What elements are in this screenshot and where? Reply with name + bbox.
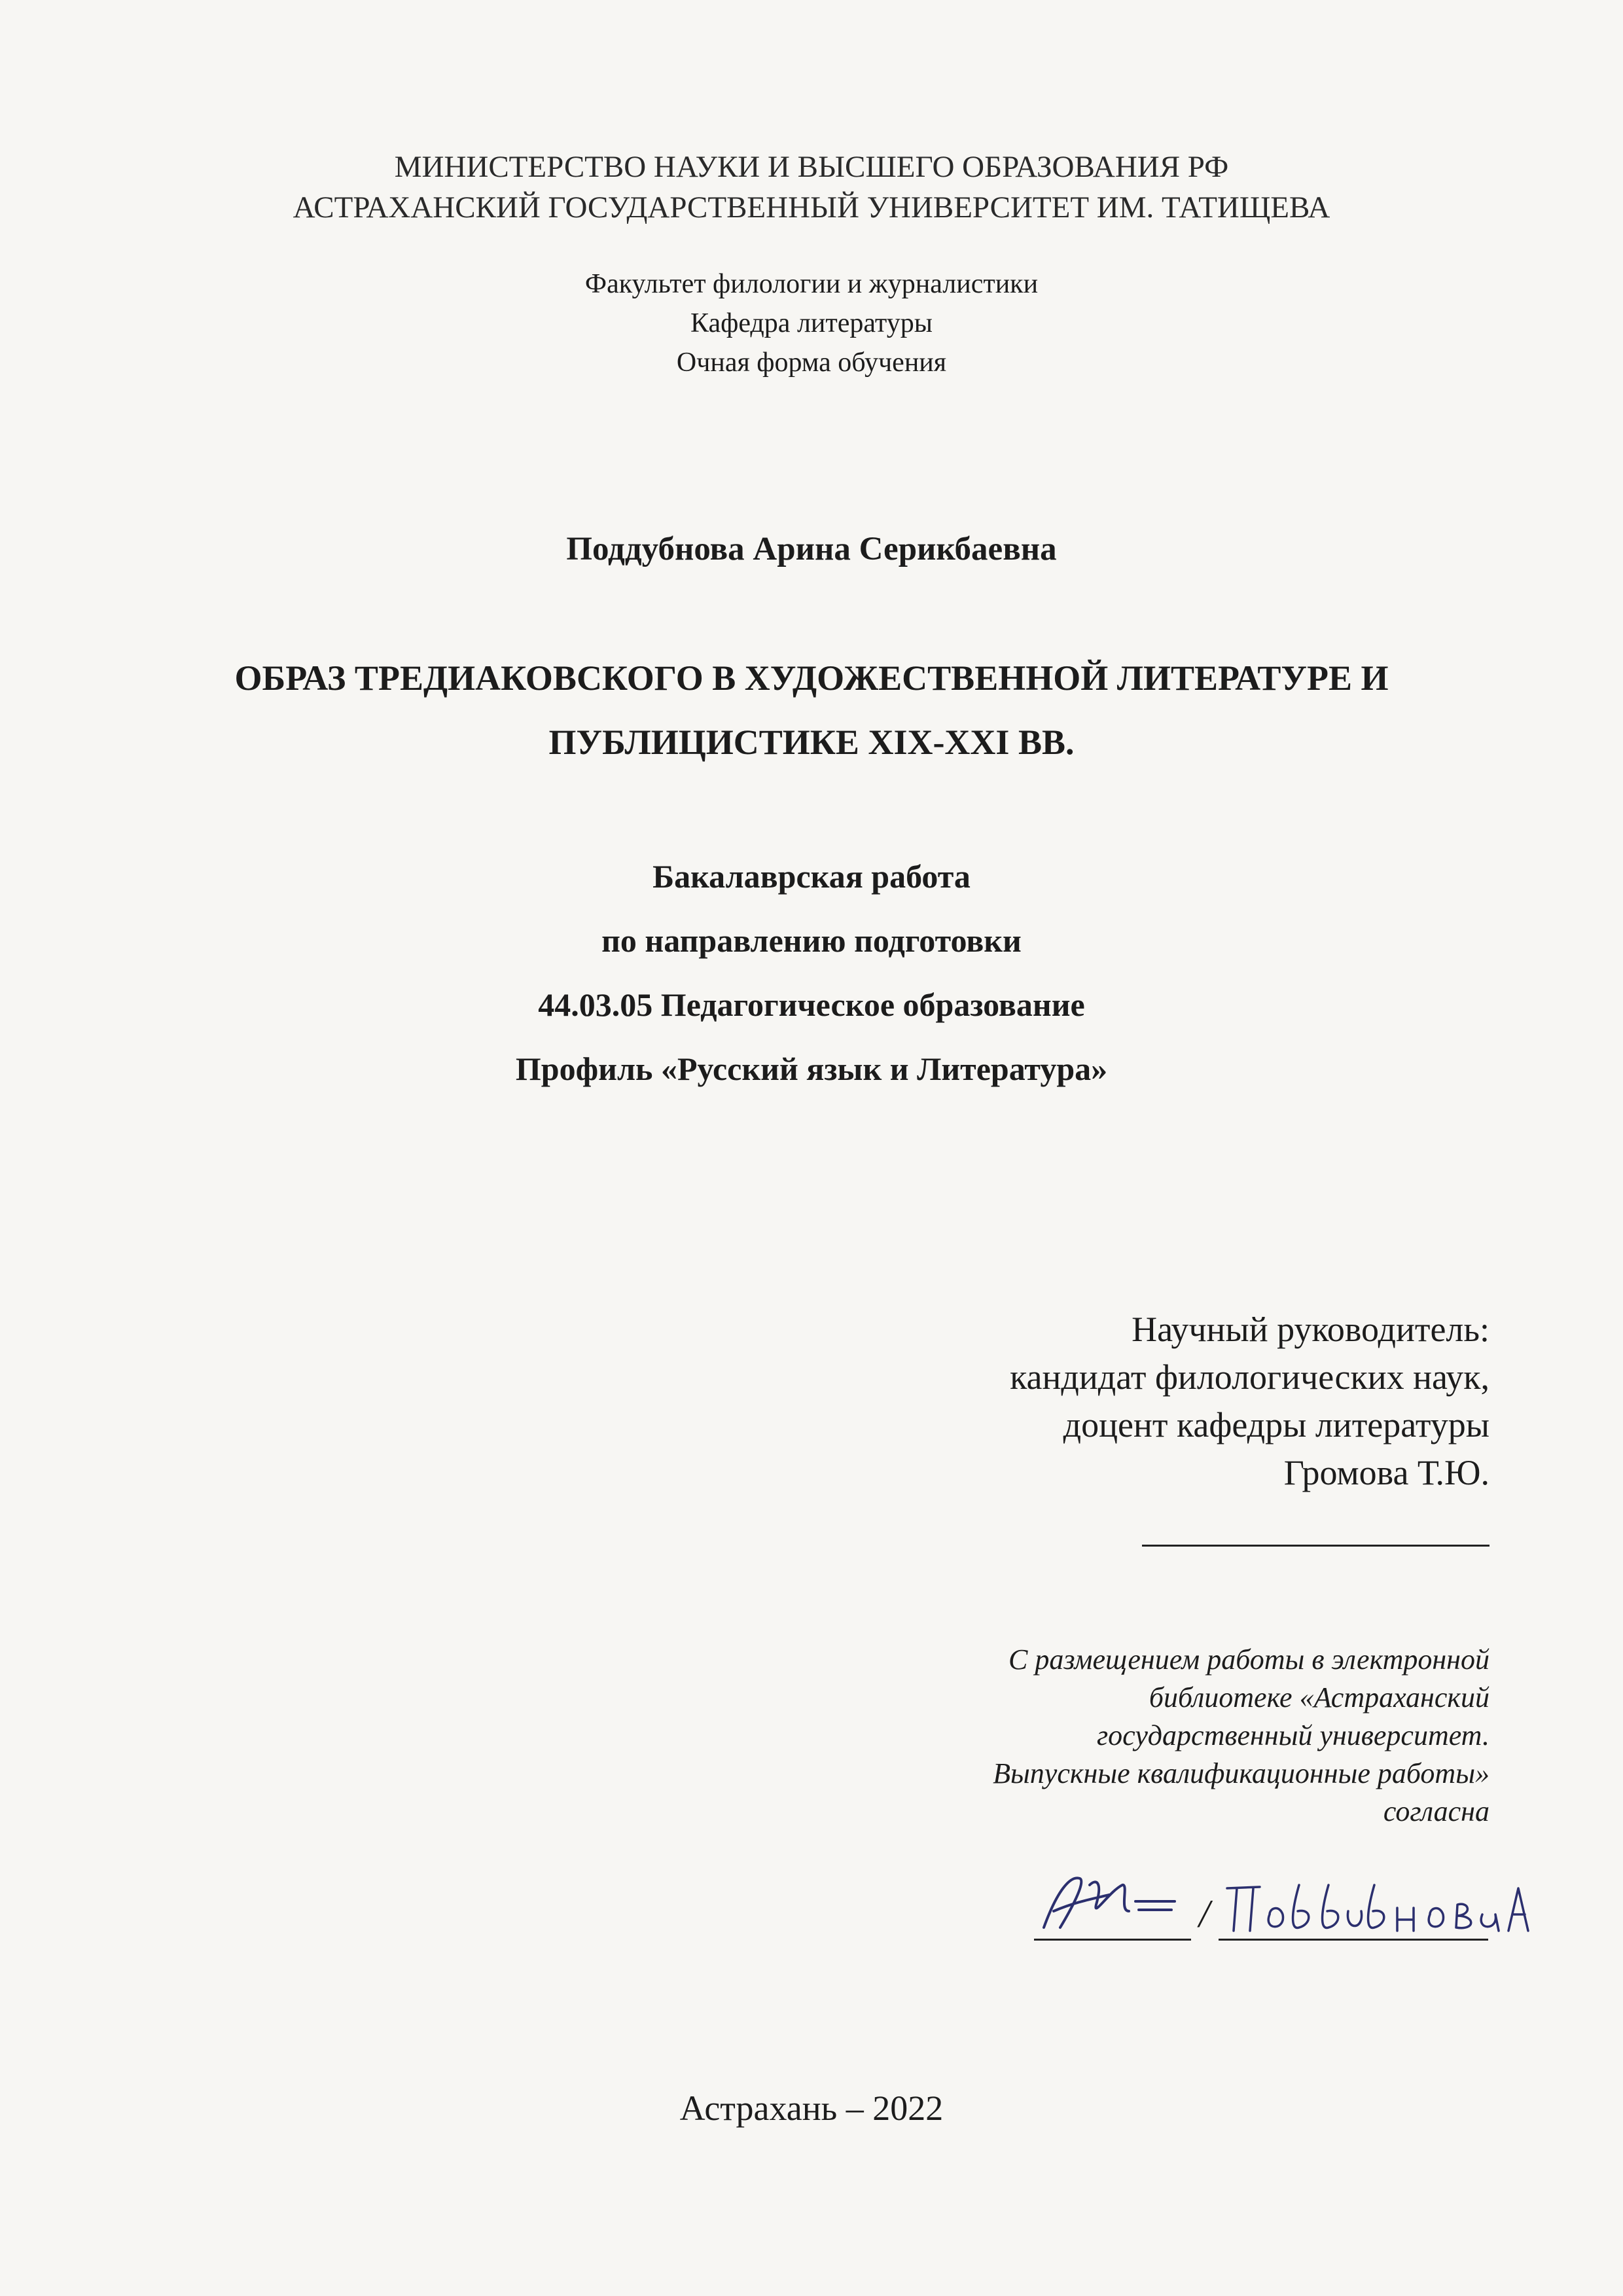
thesis-title-line-2: ПУБЛИЦИСТИКЕ XIX-XXI ВВ. xyxy=(548,723,1075,762)
agreement-line-2: библиотеке «Астраханский xyxy=(1149,1681,1489,1713)
department-label: Кафедра литературы xyxy=(690,308,933,338)
thesis-title-line-1: ОБРАЗ ТРЕДИАКОВСКОГО В ХУДОЖЕСТВЕННОЙ ЛИТЕРАТУРЕ И xyxy=(234,658,1389,698)
agreement-line-3: государственный университет. xyxy=(1097,1719,1489,1751)
university-heading: АСТРАХАНСКИЙ ГОСУДАРСТВЕННЫЙ УНИВЕРСИТЕТ ИМ. ТАТИЩЕВА xyxy=(293,190,1330,224)
work-direction: по направлению подготовки xyxy=(601,922,1022,959)
ministry-heading: МИНИСТЕРСТВО НАУКИ И ВЫСШЕГО ОБРАЗОВАНИЯ РФ xyxy=(394,150,1229,184)
city-year: Астрахань – 2022 xyxy=(679,2089,944,2128)
signature-separator: / xyxy=(1199,1892,1210,1935)
work-type: Бакалаврская работа xyxy=(652,858,971,895)
signature-line xyxy=(1034,1939,1191,1941)
agreement-line-4: Выпускные квалификационные работы» xyxy=(993,1757,1489,1789)
supervisor-degree: кандидат филологических наук, xyxy=(1010,1357,1489,1397)
name-line xyxy=(1219,1939,1488,1941)
faculty-label: Факультет филологии и журналистики xyxy=(584,269,1039,299)
work-profile: Профиль «Русский язык и Литература» xyxy=(515,1050,1108,1087)
supervisor-name: Громова Т.Ю. xyxy=(1283,1453,1489,1492)
supervisor-signature-line xyxy=(1142,1545,1489,1547)
agreement-line-5: согласна xyxy=(1383,1795,1489,1827)
agreement-line-1: С размещением работы в электронной xyxy=(1008,1643,1489,1676)
author-signature xyxy=(1031,1865,1201,1944)
study-form-label: Очная форма обучения xyxy=(676,348,947,378)
handwritten-name xyxy=(1221,1869,1535,1941)
supervisor-role: Научный руководитель: xyxy=(1132,1310,1489,1349)
author-name: Поддубнова Арина Серикбаевна xyxy=(566,531,1057,567)
work-code: 44.03.05 Педагогическое образование xyxy=(538,986,1085,1023)
supervisor-position: доцент кафедры литературы xyxy=(1063,1405,1489,1444)
